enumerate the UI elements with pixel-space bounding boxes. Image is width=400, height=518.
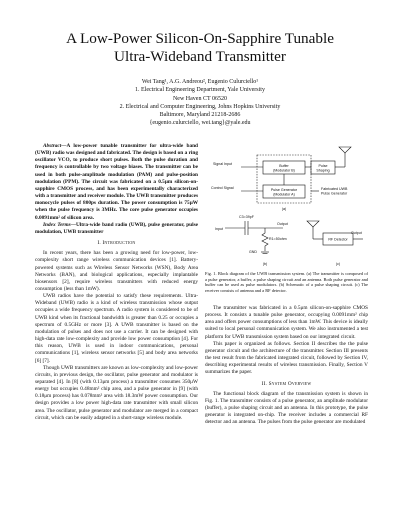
index-terms	[35, 222, 198, 236]
right-column	[205, 305, 368, 427]
rf-detector-label: RF Detector	[328, 237, 348, 242]
author-names: Wei Tang¹, A.G. Andreou², Eugenio Culurciello¹	[141, 79, 259, 85]
antenna-icon	[339, 147, 351, 153]
figure-caption: Fig. 1. Block diagram of the UWB transmission system. (a) The transmitter is composed of a pulse generator, a buffer, a pulse shaping circuit and an antenna. Both pulse generator and buffer can be used as pulse modulators. (b) Schematic of a pulse shaping circuit. (c) The receiver consists of antenna and a RF detector.	[205, 271, 368, 293]
signal-input-label: Signal Input	[213, 162, 232, 166]
author-email: {eugenio.culurciello, wei.tang}@yale.edu	[149, 120, 251, 127]
intro-paragraph-1: In recent years, there has been a growing need for low-power, low-complexity short range wireless communication devices [1]. Battery-powered systems such as Wireless Sensor Networks (WSN), Body Area Networks (BAN), and biological applications, especially implantable biosensors [2], require wireless transmitters with reduced energy consumption (less than 1mW).	[35, 250, 198, 292]
receiver-antenna-icon	[307, 221, 319, 227]
fabricated-label: Fabricated UWB	[321, 187, 348, 191]
input-label: Input	[215, 227, 223, 231]
intro-paragraph-3: Though UWB transmitters are known as low-complexity and low-power circuits, in previous design, the oscillator, pulse generator and modulator is separated [4]. In [8] (with 0.13μm process) a transmitter consumes 350μW energy but occupies 0.48mm² chip area, and a pulse generator in [9] (with 0.18μm process) has 0.078mm² area with 18.3mW power consumption. Our design provides a low power high-data rate transmitter with small silicon area. The oscillator, pulse generator and modulator are merged in a compact circuit, which can be easily adapted in a short-range wireless module.	[35, 364, 198, 421]
resistor-label: R1=50ohm	[269, 237, 287, 241]
gnd-label: GND	[249, 250, 257, 254]
author-block	[0, 78, 400, 128]
fabricated-sublabel: Pulse Generator	[321, 191, 348, 196]
pulse-shaping-label: Pulse	[318, 164, 328, 168]
output-c-label: Output	[351, 231, 362, 235]
resistor-icon	[262, 228, 268, 251]
abstract-label: Abstract—	[43, 143, 67, 149]
index-terms-label: Index Terms—	[43, 221, 76, 228]
intro-paragraph-2: UWB radios have the potential to satisfy these requirements. Ultra-Wideband (UWB) radio is a kind of wireless transmission whose output occupies a wide frequency spectrum. A radio system is considered to be of UWB kind when its fractional bandwidth is greater than 0.25 or occupies a spectrum of 0.5GHz or more [3]. A UWB transmitter is based on the modulation of pulses and does not use a carrier. It can be designed with high-data rate low-complexity and provide low power consumption [4]. For this reason, UWB is used in indoor communications, personal communications [1], wireless sensor networks [5] and body area networks [6] [7].	[35, 293, 198, 364]
index-terms-text: Ultra-wide band radio (UWB), pulse generator, pulse modulation, UWB transmitter	[35, 221, 198, 235]
pulse-generator-label: Pulse Generator	[270, 188, 298, 192]
right-paragraph-2: This paper is organized as follows. Section II describes the the pulse generator circuit and the architecture of the transmitter. Section III presents the test result from the fabricated integrated circuit, followed by Section IV, describing experimental results of wireless transmission. Finally, Section V summarizes the paper.	[205, 340, 368, 376]
block-diagram	[205, 143, 368, 269]
label-c: (c)	[335, 262, 341, 266]
section-heading-introduction: I. Introduction	[97, 240, 136, 247]
section-heading-system-overview: II. System Overview	[261, 380, 312, 387]
figure-1	[205, 143, 368, 269]
left-column	[35, 143, 198, 422]
buffer-label: Buffer	[279, 164, 289, 168]
pulse-generator-sublabel: (Modulator A)	[273, 192, 295, 197]
affiliation-2: 2. Electrical and Computer Engineering, Johns Hopkins University	[119, 103, 281, 110]
abstract-text: A low-power tunable transmitter for ultra-wide band (UWB) radio was designed and fabricated. The design is based on a ring oscillator VCO, to produce short pulses. Both the pulse duration and frequency is controllable by two voltage biases. The transmitter can be used in both pulse-amplitude modulation (PAM) and pulse-position modulation (PPM). The circuit was fabricated on a 0.5μm silicon-on-sapphire CMOS process, and has been experimentally characterized with a transmitter and receiver module. The UWB transmitter produces monocycle pulses of 800ps duration. The power consumption is 75μW when the pulse frequency is 3MHz. The core pulse generator occupies 0.0091mm² of silicon area.	[35, 143, 198, 221]
control-signal-label: Control Signal	[211, 186, 234, 190]
pulse-shaping-sublabel: Shaping	[316, 168, 330, 173]
affiliation-1-address: New Haven CT 06520	[172, 95, 228, 102]
title-line-1: A Low-Power Silicon-On-Sapphire Tunable	[66, 30, 334, 47]
paper-title	[0, 30, 400, 66]
right-paragraph-3: The functional block diagram of the transmission system is shown in Fig. 1. The transmitter consists of a pulse generator, an amplitude modulator (buffer), a pulse shaping circuit and an antenna. In this prototype, the pulse generator is integrated on-chip. The receiver includes a commercial RF detector and an antenna. The pulses from the pulse generator are modulated	[205, 390, 368, 426]
buffer-sublabel: (Modulator B)	[273, 168, 295, 173]
label-a: (a)	[281, 207, 287, 211]
label-b: (b)	[262, 262, 268, 266]
right-paragraph-1: The transmitter was fabricated in a 0.5μm silicon-on-sapphire CMOS process. It consists a tunable pulse generator, occupying 0.0091mm² chip area and offers power consumptions of less than 1mW. This device is ideally suited to local personal communication system. We also instrumented a test platform for UWB transmission system based on our integrated circuit.	[205, 305, 368, 340]
abstract	[35, 143, 198, 222]
affiliation-1: 1. Electrical Engineering Department, Yale University	[135, 87, 265, 94]
affiliation-2-address: Baltimore, Maryland 21218-2686	[159, 112, 241, 119]
capacitor-label: C3=39pF	[239, 215, 254, 219]
output-label: Output	[277, 222, 288, 226]
title-line-2: Ultra-Wideband Transmitter	[114, 48, 286, 65]
